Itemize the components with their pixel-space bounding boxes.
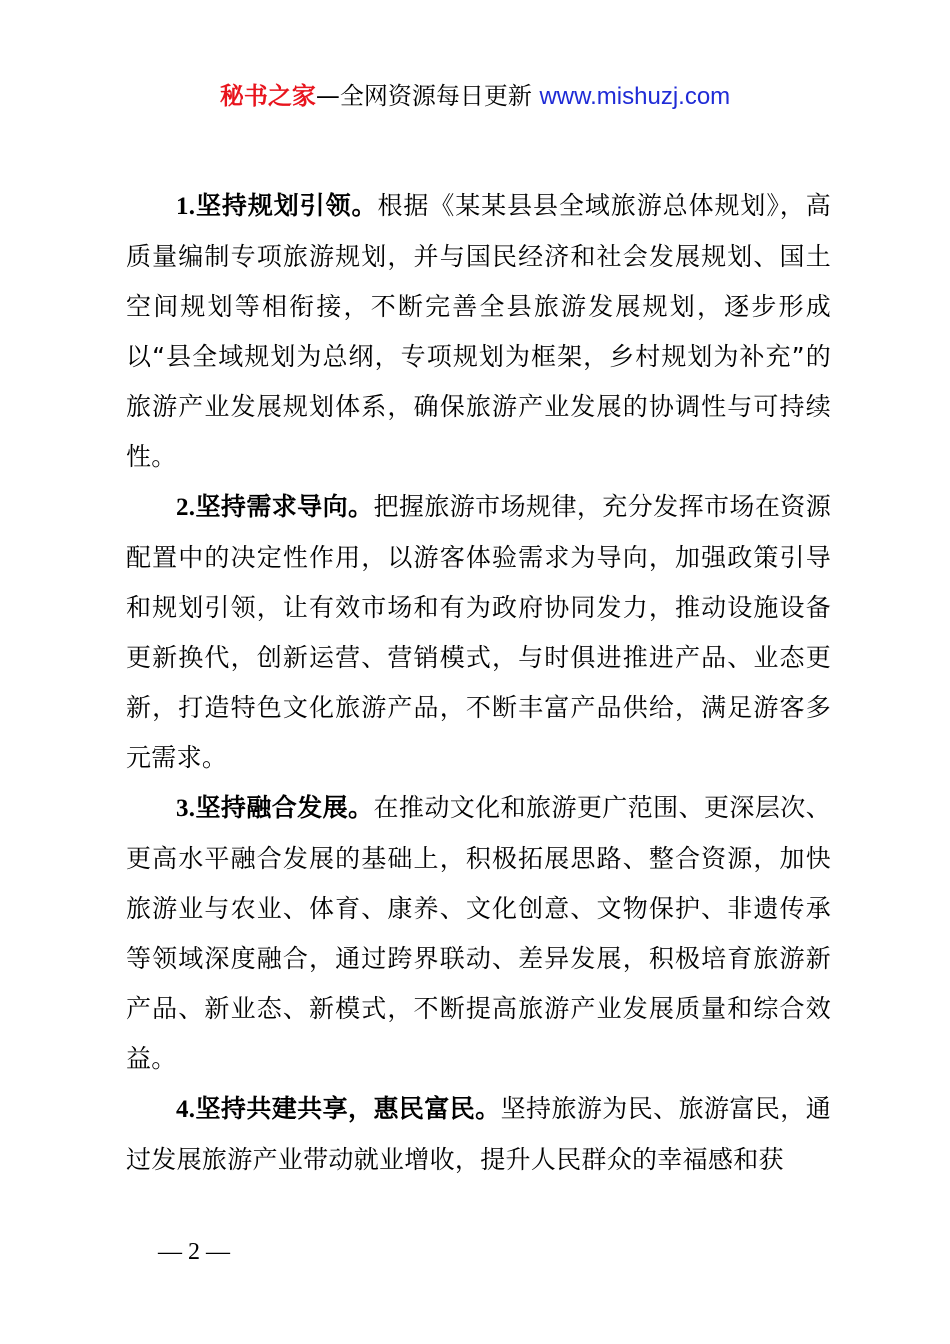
site-url-link[interactable]: www.mishuzj.com [539,83,731,110]
header-tagline: —全网资源每日更新 [315,82,540,110]
paragraph-2 [126,482,831,783]
paragraph-text: 坚持旅游为民、旅游富民，通过发展旅游产业带动就业增收，提升人民群众的幸福感和获 [126,1094,831,1174]
paragraph-1 [126,181,831,482]
paragraph-text: 根据《某某县县全域旅游总体规划》，高质量编制专项旅游规划，并与国民经济和社会发展规划、国土空间规划等相衔接，不断完善全县旅游发展规划，逐步形成以“县全域规划为总纲，专项规划为框架，乡村规划为补充”的旅游产业发展规划体系，确保旅游产业发展的协调性与可持续性。 [126,191,831,471]
paragraph-number: 3. [176,795,196,822]
brand-name: 秘书之家 [219,82,316,110]
document-body [126,181,831,1185]
paragraph-heading: 坚持融合发展。 [195,793,374,822]
page-number: — 2 — [158,1239,230,1265]
paragraph-heading: 坚持需求导向。 [195,492,374,521]
paragraph-number: 4. [176,1096,196,1123]
paragraph-heading: 坚持规划引领。 [195,191,378,220]
paragraph-3 [126,783,831,1084]
paragraph-number: 2. [176,494,196,521]
paragraph-heading: 坚持共建共享，惠民富民。 [195,1094,501,1123]
paragraph-text: 把握旅游市场规律，充分发挥市场在资源配置中的决定性作用，以游客体验需求为导向，加强政策引导和规划引领，让有效市场和有为政府协同发力，推动设施设备更新换代，创新运营、营销模式，与时俱进推进产品、业态更新，打造特色文化旅游产品，不断丰富产品供给，满足游客多元需求。 [126,492,831,772]
paragraph-text: 在推动文化和旅游更广范围、更深层次、更高水平融合发展的基础上，积极拓展思路、整合资源，加快旅游业与农业、体育、康养、文化创意、文物保护、非遗传承等领域深度融合，通过跨界联动、差异发展，积极培育旅游新产品、新业态、新模式，不断提高旅游产业发展质量和综合效益。 [126,793,831,1073]
paragraph-number: 1. [176,193,196,220]
site-header [0,80,950,113]
paragraph-4 [126,1084,831,1185]
